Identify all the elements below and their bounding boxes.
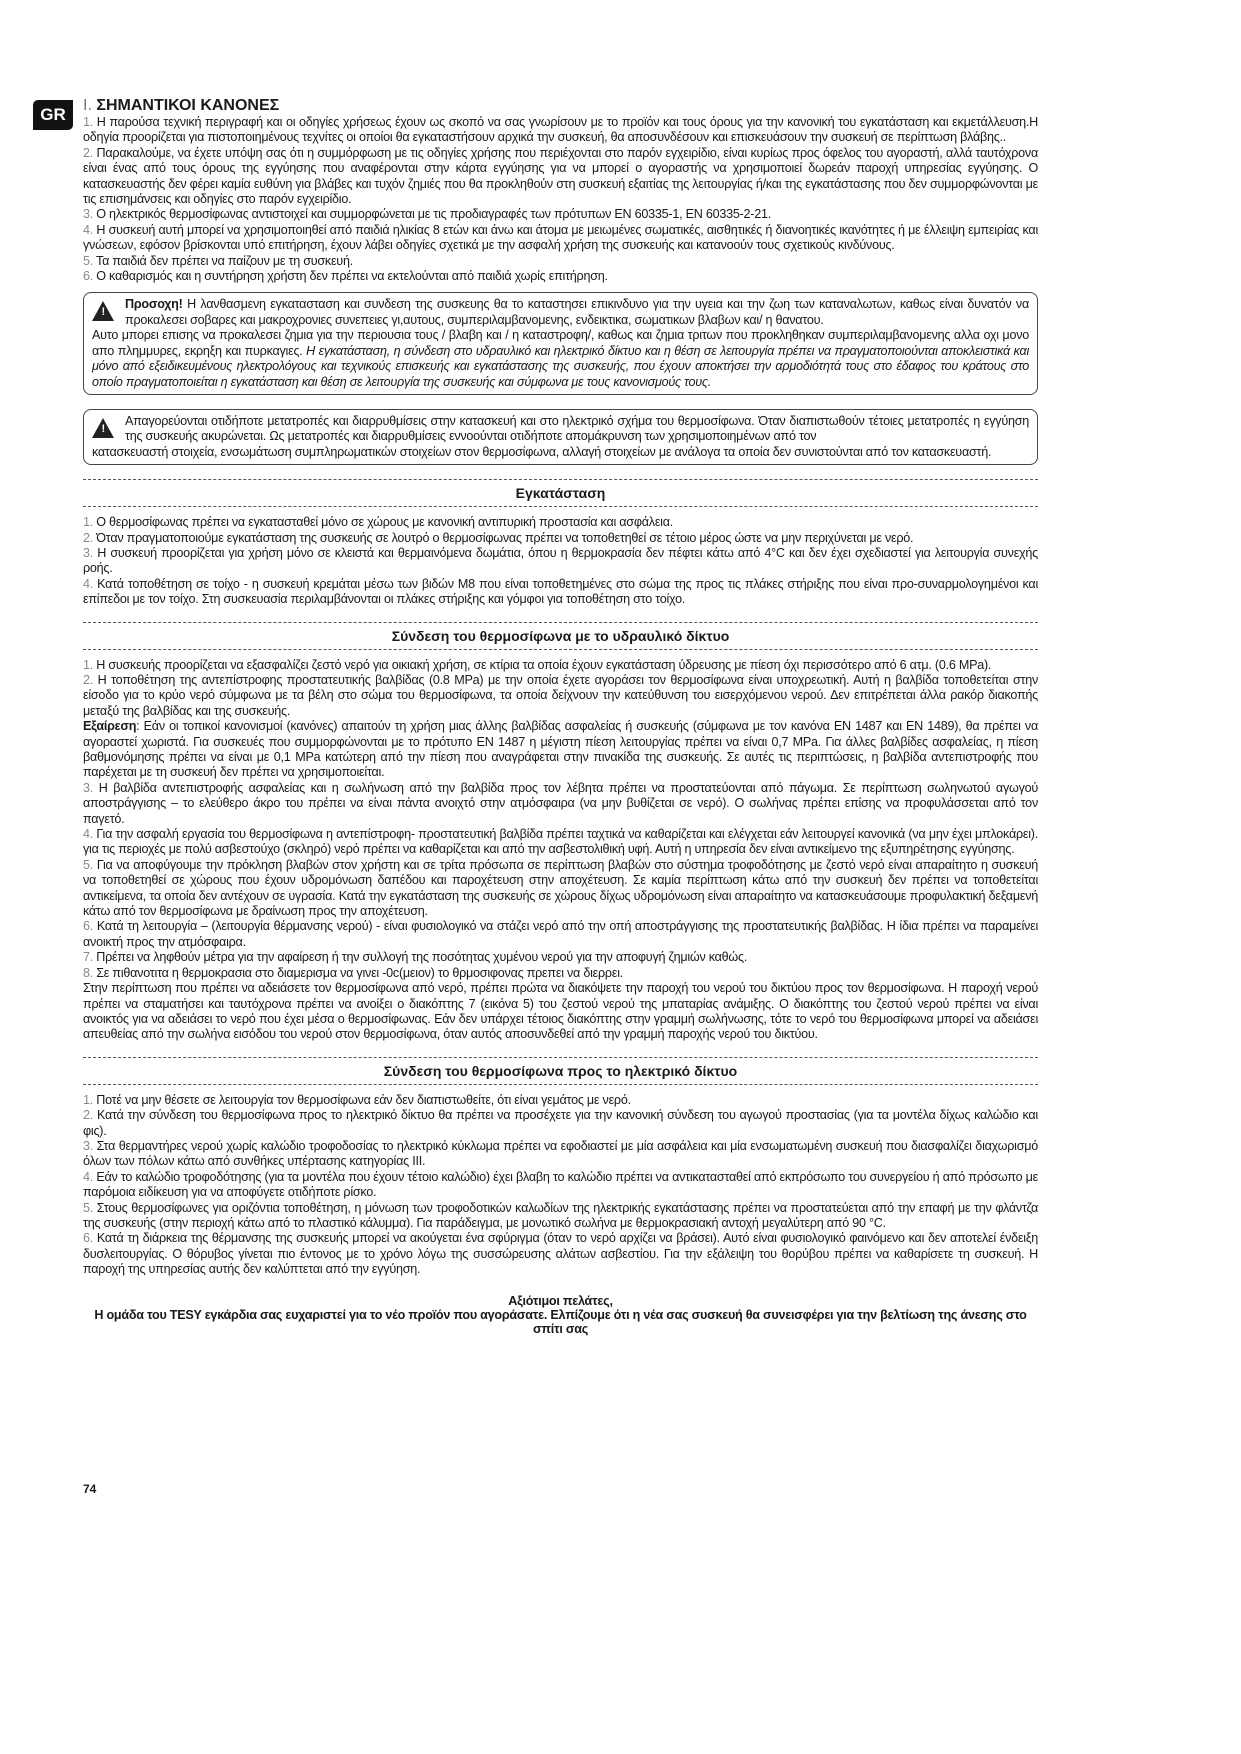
rules-list [83, 115, 1038, 284]
item-text: Η συσκευής προορίζεται να εξασφαλίζει ζεστό νερό για οικιακή χρήση, σε κτίρια τα οποία έχουν εγκατάσταση ύδρευσης με πίεση όχι περισσότερο από 6 ατμ. (0.6 MPa). [96, 657, 992, 672]
item-number: 4. [83, 222, 94, 237]
warning-box-2: ! Απαγορεύονται οτιδήποτε μετατροπές και διαρρυθμίσεις στην κατασκευή και στο ηλεκτρικό σχήμα του θερμοσίφωνα. Όταν διαπιστωθούν τέτοιες μετατροπές η εγγύηση της συσκευής ακυρώνεται. Ως μετατροπές και διαρρυθμίσεις εννοούνται οτιδήποτε απομάκρυνση των χρησιμοποιημένων από τον κατασκευαστή στοιχεία, ενσωμάτωση συμπληρωματικών στοιχείων στον θερμοσίφωνα, αλλαγή στοιχείων με ανάλογα τα οποία δεν συνιστούνται από τον κατασκευαστή. [83, 409, 1038, 465]
list-item [83, 223, 1038, 254]
item-text: : Εάν οι τοπικοί κανονισμοί (κανόνες) απαιτούν τη χρήση μιας άλλης βαλβίδας ασφαλείας ή συσκευής (σύμφωνα με τον κανόνα EN 1487 και EN 1489), θα πρέπει να αγοραστεί χωριστά. Για συσκευές που συμμορφώνονται με το πρότυπο EN 1487 η μέγιστη πίεση λειτουργίας πρέπει να είναι 0,7 MPa. Για άλλες βαλβίδες ασφαλείας, η πίεση βαθμονόμησης πρέπει να είναι με 0,1 MPa κατώτερη από την πίεση που αναγράφεται στην πινακίδα της συσκευής. Σε αυτές τις περιπτώσεις, η βαλβίδα αντεπιστροφής που παρέχεται με τη συσκευή δεν πρέπει να χρησιμοποιείται. [83, 719, 1038, 780]
item-number: 1. [83, 657, 94, 672]
item-text: Για να αποφύγουμε την πρόκληση βλαβών στον χρήστη και σε τρίτα πρόσωπα σε περίπτωση βλαβών στο σύστημα τροφοδότησης με ζεστό νερό είναι απαραίτητο η συσκευή να τοποθετηθεί σε χώρους που έχουν υδρομόνωση δαπέδου και παροχέτευση στην αποχέτευση. Σε καμία περίπτωση κάτω από την συσκευή δεν πρέπει να τοποθετείται αντικείμενα, τα οποία δεν αντέχουν σε υγρασία. Κατά την εγκατάσταση της συσκευής σε χώρους δίχως υδρομόνωση είναι απαραίτητο να κατασκευάσουμε προφυλακτική δεξαμενή κάτω από τον θερμοσίφωνα με δραίνωση προς την αποχέτευση. [83, 857, 1039, 919]
item-text: Η τοποθέτηση της αντεπίστροφης προστατευτικής βαλβίδας (0.8 MPa) με την οποία έχετε αγοράσει τον θερμοσίφωνα είναι υποχρεωτική. Αυτή η βαλβίδα τοποθετείται στην είσοδο για το κρύο νερό σύμφωνα με τα βέλη στο σώμα του θερμοσίφωνα, τα οποία δείχνουν την κατεύθυνση του εισερχόμενου νερού. Δεν επιτρέπεται άλλα ρακόρ διακοπής μεταξύ της βαλβίδας και της συσκευής. [83, 672, 1038, 718]
item-number: 1. [83, 1092, 94, 1107]
list-item [83, 919, 1038, 950]
heading-electrical: Σύνδεση του θερμοσίφωνα προς το ηλεκτρικό δίκτυο [383, 1062, 738, 1079]
item-number: 1. [83, 515, 94, 530]
list-item [83, 950, 1038, 965]
item-number: 4. [83, 576, 94, 591]
item-number: 7. [83, 950, 94, 965]
warning-label: Προσοχη! [125, 297, 183, 312]
list-item [83, 531, 1038, 546]
item-number: 3. [83, 545, 94, 560]
section-title: I. ΣΗΜΑΝΤΙΚΟΙ ΚΑΝΟΝΕΣ [83, 97, 280, 114]
item-text: Παρακαλούμε, να έχετε υπόψη σας ότι η συμμόρφωση με τις οδηγίες χρήσης που περιέχονται στο παρόν εγχειρίδιο, είναι κυρίως προς όφελος του αγοραστή, αλλά ταυτόχρονα είναι ένας από τους όρους της εγγύησης που αναφέρονται στην κάρτα εγγύησης για να μπορεί ο αγοραστής να χρησιμοποιεί δωρεάν παροχή υπηρεσίας εγγύησης. Ο κατασκευαστής δεν φέρει καμία ευθύνη για βλάβες και τυχόν ζημιές που θα προκληθούν στη συσκευή εξαιτίας της λειτουργίας ή/και της εγκατάστασης που δεν συμμορφώνονται με τις επισημάνσεις και οδηγίες στο παρόν εγχειρίδιο. [83, 145, 1038, 207]
item-number: 2. [83, 145, 94, 160]
list-item [83, 146, 1038, 208]
item-text: Η συσκευή αυτή μπορεί να χρησιμοποιηθεί από παιδιά ηλικίας 8 ετών και άνω και άτομα με μειωμένες σωματικές, αισθητικές ή διανοητικές ικανότητες ή με έλλειψη εμπειρίας και γνώσεων, εφόσον βρίσκονται υπό επιτήρηση, έχουν λάβει οδηγίες σχετικά με την ασφαλή χρήση της συσκευής και κατανοούν τους σχετικούς κινδύνους. [83, 222, 1038, 253]
item-number: 6. [83, 1231, 94, 1246]
item-number: 2. [83, 1108, 94, 1123]
item-number: 6. [83, 919, 94, 934]
list-item [83, 966, 1038, 981]
list-item [83, 781, 1038, 827]
list-item [83, 1231, 1038, 1277]
item-text: Σε πιθανοτιτα η θερμοκρασια στο διαμερισμα να γινει -0c(μειον) το θρμοσιφονας πρεπει να διερρει. [96, 965, 623, 980]
list-item [83, 546, 1038, 577]
list-item [83, 673, 1038, 719]
item-number: 4. [83, 1169, 94, 1184]
item-text: Ο καθαρισμός και η συντήρηση χρήστη δεν πρέπει να εκτελούνται από παιδιά χωρίς επιτήρηση. [96, 269, 608, 284]
list-item [83, 658, 1038, 673]
plumbing-list [83, 658, 1038, 1043]
item-text: Ποτέ να μην θέσετε σε λειτουργία τον θερμοσίφωνα εάν δεν διαπιστωθείτε, ότι είναι γεμάτος με νερό. [96, 1092, 631, 1107]
language-badge: GR [33, 100, 73, 130]
item-number: 2. [83, 530, 94, 545]
thanks-note: Αξιότιμοι πελάτες, Η ομάδα του TESY εγκάρδια σας ευχαριστεί για το νέο προϊόν που αγοράσατε. Ελπίζουμε ότι η νέα σας συσκευή θα συνεισφέρει για την βελτίωση της άνεσης στο σπίτι σας [94, 1293, 1027, 1336]
item-number: 2. [83, 672, 94, 687]
item-text: Ο θερμοσίφωνας πρέπει να εγκατασταθεί μόνο σε χώρους με κανονική αντιπυρική προστασία και ασφάλεια. [96, 515, 674, 530]
heading-plumbing: Σύνδεση του θερμοσίφωνα με το υδραυλικό δίκτυο [391, 627, 730, 644]
item-text: Στους θερμοσίφωνες για οριζόντια τοποθέτηση, η μόνωση των τροφοδοτικών καλωδίων της ηλεκτρικής εγκατάστασης πρέπει να προστατεύεται από την επαφή με την φλάντζα της συσκευής (στην περιοχή κάτω από το πλαστικό κάλυμμα). Για παράδειγμα, με μονωτικό σωλήνα με θερμοκρασιακή αντοχή μεγαλύτερη από 90 °C. [83, 1200, 1038, 1230]
list-item [83, 827, 1038, 858]
list-item [83, 1093, 1038, 1108]
item-text: Η βαλβίδα αντεπιστροφής ασφαλείας και η σωλήνωση από την βαλβίδα προς τον λέβητα πρέπει να προστατεύονται από πάγωμα. Σε περίπτωση σωληνωτού αγωγού αποστράγγισης – το ελεύθερο άκρο του πρέπει να είναι πάντα ανοιχτό στην ατμόσφαιρα (να μην βυθίζεται σε νερό). Ο σωλήνας πρέπει επίσης να προφυλάσσεται από τον παγετό. [83, 780, 1039, 826]
item-number: 5. [83, 857, 94, 872]
list-item [83, 719, 1038, 781]
list-item [83, 577, 1038, 608]
item-number: 5. [83, 253, 94, 268]
list-item [83, 1170, 1038, 1201]
item-text: Πρέπει να ληφθούν μέτρα για την αφαίρεση ή την συλλογή της ποσότητας χυμένου νερού για την αποφυγή ζημιών καθώς. [96, 950, 748, 965]
list-item [83, 515, 1038, 530]
list-item [83, 207, 1038, 222]
warning-box-1: ! Προσοχη! Η λανθασμενη εγκατασταση και συνδεση της συσκευης θα το καταστησει επικινδυνο για την υγεια και την ζωη των καταναλωτων, καθως είναι δυνατόν να προκαλεσει σοβαρες και μακροχρονιες συνεπειες γι,αυτους, συμπεριλαμβανομενης, ενδεικτικα, σωματικων βλαβων και/ η θανατου. Αυτο μπορει επισης να προκαλεσει ζημια για την περιουσια τους / βλαβη και / η καταστροφη/, καθως και ζημια τριτων που προκληθηκαν συμπεριλαμβανομενης αλλα οχι μονο απο πλημμυρες, εκρηξη και πυρκαγιες. Η εγκατάσταση, η σύνδεση στο υδραυλικό και ηλεκτρικό δίκτυο και η θέση σε λειτουργία πρέπει να πραγματοποιούνται αποκλειστικά και μόνο από εξειδικευμένους ηλεκτρολόγους και τεχνικούς επισκευής και εγκατάστασης της συσκευής, που έχουν αποκτήσει την αρμοδιότητά τους στο έδαφος του κράτους στο οποίο πραγματοποιείται η εγκατάσταση και θέση σε λειτουργία της συσκευής και σύμφωνα με τους κανονισμούς τους. [83, 292, 1038, 394]
item-number: 3. [83, 1138, 94, 1153]
item-text: Όταν πραγματοποιούμε εγκατάσταση της συσκευής σε λουτρό ο θερμοσίφωνας πρέπει να τοποθετηθεί σε τέτοιο μέρος ώστε να μην περιχύνεται με νερό. [96, 530, 914, 545]
list-item [83, 858, 1038, 920]
list-item [83, 269, 1038, 284]
list-item [83, 1201, 1038, 1232]
divider [83, 649, 1038, 650]
installation-list [83, 515, 1038, 607]
divider [83, 1084, 1038, 1085]
item-text: Κατά την σύνδεση του θερμοσίφωνα προς το ηλεκτρικό δίκτυο θα πρέπει να προσέχετε για την κανονική σύνδεση του αγωγού προστασίας (για τα μοντέλα δίχως καλώδιο και φις). [83, 1108, 1038, 1138]
item-number: 8. [83, 965, 94, 980]
item-text: Η παρούσα τεχνική περιγραφή και οι οδηγίες χρήσεως έχουν ως σκοπό να σας γνωρίσουν με το προϊόν και τους όρους για την κανονική του εγκατάσταση και εκμετάλλευση.Η οδηγία προορίζεται για πιστοποιημένους τεχνίτες οι οποίοι θα εγκαταστήσουν αρχικά την συσκευή, θα αποσυνδέσουν και επισκευάσουν την συσκευή σε περίπτωση βλάβης.. [83, 115, 1038, 145]
page-number: 74 [83, 1482, 97, 1496]
item-text: Στην περίπτωση που πρέπει να αδειάσετε τον θερμοσίφωνα από νερό, πρέπει πρώτα να διακόψετε την παροχή του νερού του δικτύου προς τον θερμοσίφωνα. Η παροχή νερού πρέπει να σταματήσει και ταυτόχρονα πρέπει να ανοίξει ο διακόπτης 7 (εικόνα 5) του ζεστού νερού της μπαταρίας ανάμιξης. Ο διακόπτης του ζεστού νερού πρέπει να είναι ανοικτός για να αδειάσει το νερό που έχει μέσα ο θερμοσίφωνας. Εάν δεν υπάρχει τέτοιος διακόπτης στην γραμμή σωλήνωσης, τότε το νερό του θερμοσίφωνα μπορεί να αδειάσει απευθείας από την σωλήνα εισόδου του νερού στον θερμοσίφωνα, όταν αυτός αποσυνδεθεί από την γραμμή παροχής νερού του δικτύου. [83, 981, 1038, 1042]
item-text: Ο ηλεκτρικός θερμοσίφωνας αντιστοιχεί και συμμορφώνεται με τις προδιαγραφές των πρότυπων EN 60335-1, EN 60335-2-21. [96, 207, 771, 222]
warning-icon: ! [92, 301, 114, 321]
item-emphasis: Εξαίρεση [83, 719, 137, 734]
item-text: Η συσκευή προορίζεται για χρήση μόνο σε κλειστά και θερμαινόμενα δωμάτια, όπου η θερμοκρασία δεν πέφτει κάτω από 4°C και δεν έχει σχεδιαστεί για λειτουργία συνεχής ροής. [83, 545, 1038, 576]
item-number: 1. [83, 115, 94, 129]
item-text: Κατά τη διάρκεια της θέρμανσης της συσκευής μπορεί να ακούγεται ένα σφύριγμα (όταν το νερό αρχίζει να βράσει). Αυτό είναι φυσιολογικό φαινόμενο και δεν αποτελεί ένδειξη δυσλειτουργίας. Ο θόρυβος γίνεται πιο έντονος με το χρόνο λόγω της συσσώρευσης αλάτων ασβεστίου. Για την εξάλειψη του θορύβου πρέπει να καθαρίσετε τη συσκευή. Η παροχή της υπηρεσίας αυτής δεν καλύπτεται από την εγγύηση. [83, 1231, 1039, 1277]
list-item [83, 1139, 1038, 1170]
item-number: 3. [83, 207, 94, 222]
electrical-list [83, 1093, 1038, 1278]
warning-icon: ! [92, 418, 114, 438]
item-text: Κατά τοποθέτηση σε τοίχο - η συσκευή κρεμάται μέσω των βιδών M8 που είναι τοποθετημένες στο σώμα της προς τις πλάκες στήριξης που είναι προ-συναρμολογημένοι και επίπεδοι με τον τοίχο. Στη συσκευασία περιλαμβάνονται οι πλάκες στήριξης και γόμφοι για τοποθέτηση στο τοίχο. [83, 576, 1039, 607]
item-number: 3. [83, 780, 94, 795]
list-item [83, 115, 1038, 146]
item-text: Για την ασφαλή εργασία του θερμοσίφωνα η αντεπίστροφη- προστατευτική βαλβίδα πρέπει ταχτικά να καθαρίζεται και ελέγχεται εάν λειτουργεί κανονικά (να μην έχει μπλοκάρει). για τις περιοχές με πολύ ασβεστούχο (σκληρό) νερό πρέπει να καθαρίζεται και από την ασβεστολιθική υφή. Αυτή η υπηρεσία δεν είναι αντικείμενο της εξυπηρέτησης εγγύησης. [83, 827, 1038, 857]
item-number: 6. [83, 269, 94, 284]
item-number: 4. [83, 827, 94, 842]
item-text: Στα θερμαντήρες νερού χωρίς καλώδιο τροφοδοσίας το ηλεκτρικό κύκλωμα πρέπει να εφοδιαστεί με μία ασφάλεια και μία ενσωματωμένη συσκευή που διασφαλίζει διαχωρισμό όλων των πόλων κάτω από συνθήκες υπέρτασης κατηγορίας III. [83, 1138, 1038, 1169]
list-item [83, 254, 1038, 269]
list-item [83, 1108, 1038, 1139]
document-page [83, 97, 1038, 1336]
heading-installation: Εγκατάσταση [515, 485, 606, 502]
list-item [83, 981, 1038, 1043]
divider [83, 506, 1038, 507]
item-text: Κατά τη λειτουργία – (λειτουργία θέρμανσης νερού) - είναι φυσιολογικό να στάζει νερό από την οπή αποστράγγισης της προστατευτικής βαλβίδας. Η ίδια πρέπει να παραμείνει ανοικτή προς την ατμόσφαιρα. [83, 919, 1039, 949]
item-number: 5. [83, 1200, 94, 1215]
item-text: Εάν το καλώδιο τροφοδότησης (για τα μοντέλα που έχουν τέτοιο καλώδιο) έχει βλαβη το καλώδιο πρέπει να αντικατασταθεί από εκπρόσωπο του συνεργείου ή από πρόσωπο με παρόμοια ειδίκευση για να αποφύγετε οτιδήποτε ρίσκο. [83, 1169, 1038, 1200]
item-text: Τα παιδιά δεν πρέπει να παίζουν με τη συσκευή. [96, 253, 353, 268]
